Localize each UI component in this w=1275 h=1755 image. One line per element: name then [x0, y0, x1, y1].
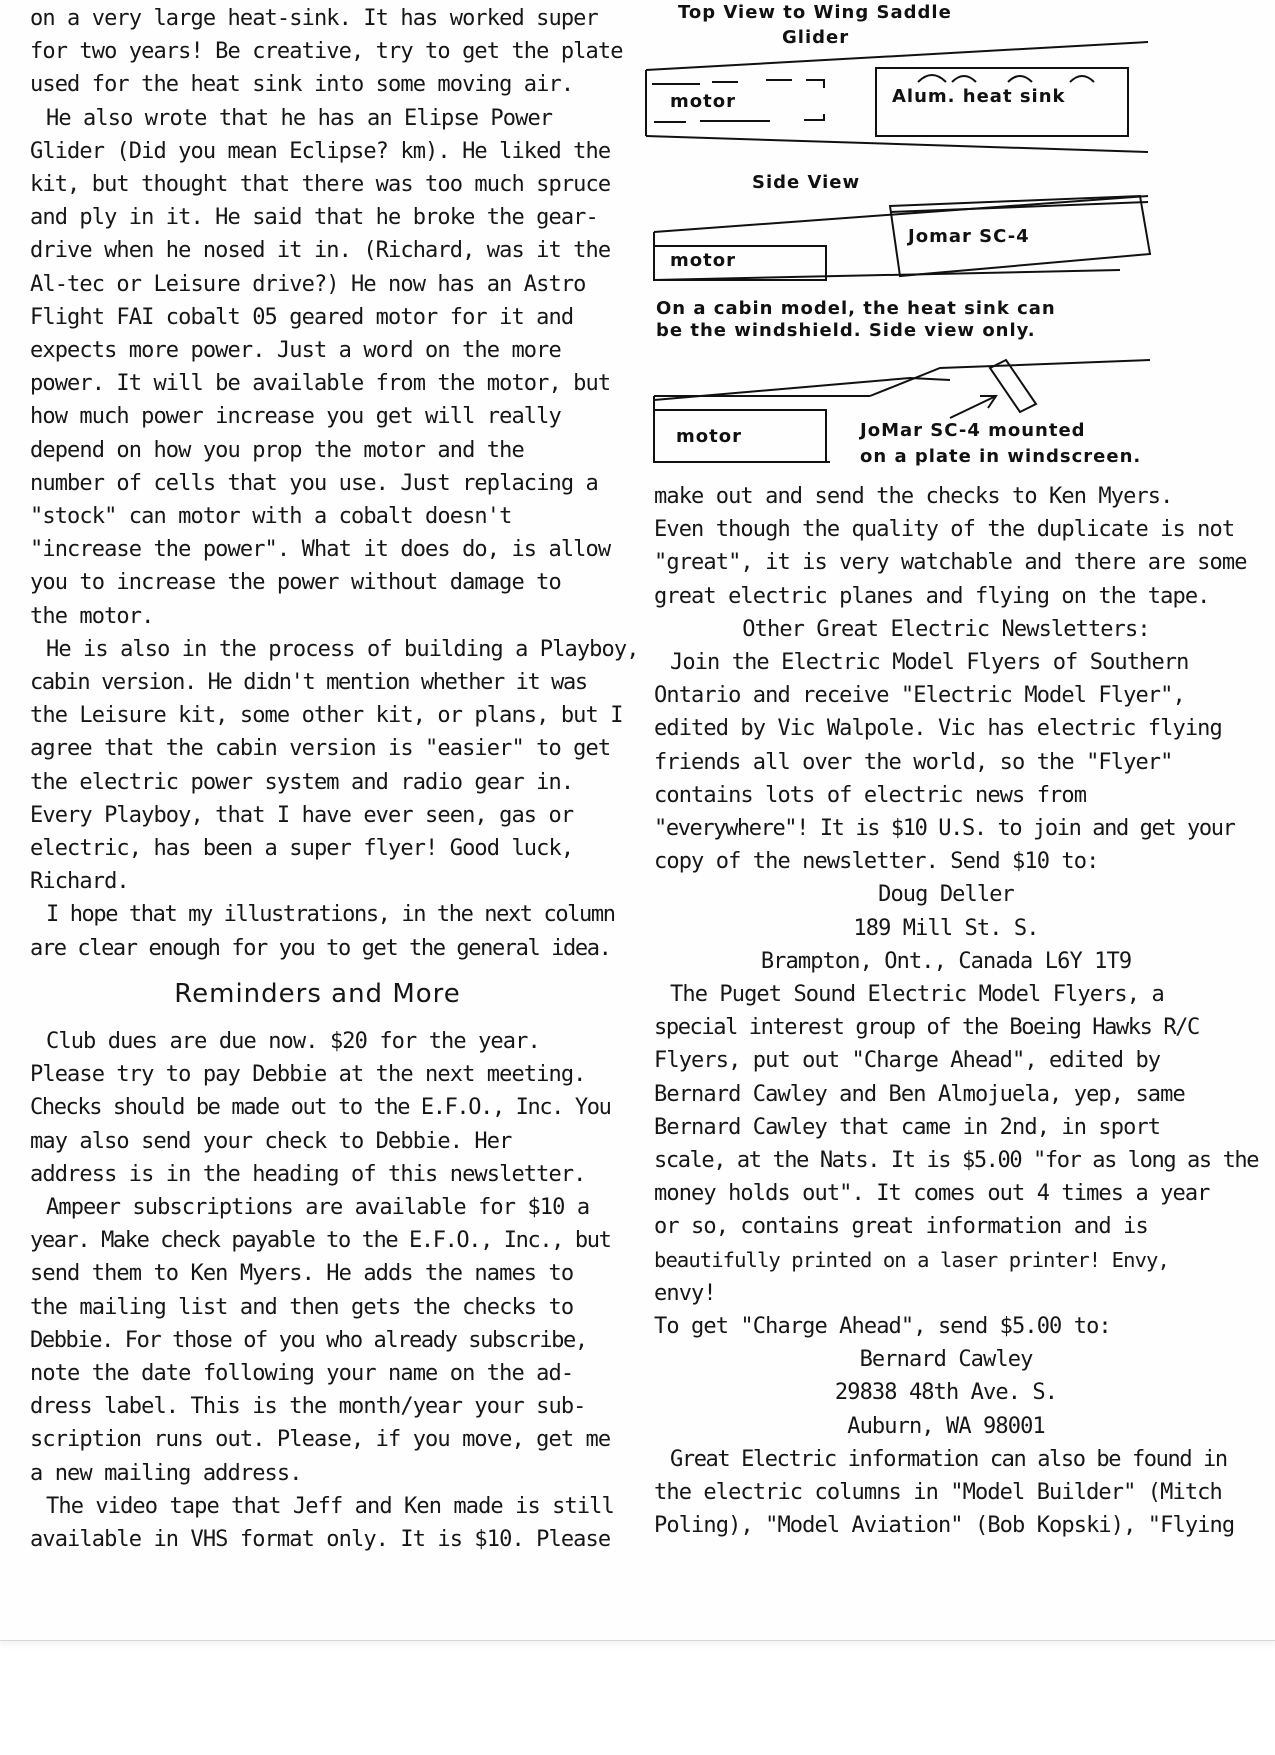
text-line: drive when he nosed it in. (Richard, was it the	[30, 238, 611, 264]
text-line: Join the Electric Model Flyers of Southern	[670, 650, 1189, 676]
text-line: the motor.	[30, 603, 154, 629]
text-line: or so, contains great information and is	[654, 1214, 1148, 1240]
text-line: "everywhere"! It is $10 U.S. to join and get your	[654, 816, 1235, 842]
text-line: Bernard Cawley that came in 2nd, in sport	[654, 1114, 1161, 1140]
top-view-subtitle: Glider	[782, 27, 850, 48]
heat-sink-fin	[1008, 76, 1032, 82]
text-line: are clear enough for you to get the general idea.	[30, 935, 611, 961]
text-line: Ampeer subscriptions are available for $10 a	[46, 1194, 590, 1220]
text-line: the electric columns in "Model Builder" (Mitch	[654, 1480, 1222, 1506]
text-line: I hope that my illustrations, in the next column	[46, 902, 615, 928]
address-line: Auburn, WA 98001	[847, 1413, 1045, 1439]
text-line: address is in the heading of this newsletter.	[30, 1161, 586, 1187]
address-line: Doug Deller	[878, 882, 1014, 908]
heat-sink-fin	[918, 75, 946, 82]
top-view-fuselage-top	[646, 42, 1148, 70]
text-line: Club dues are due now. $20 for the year.	[46, 1028, 540, 1054]
text-line: To get "Charge Ahead", send $5.00 to:	[654, 1314, 1111, 1340]
text-line: dress label. This is the month/year your sub-	[30, 1394, 586, 1420]
text-line: agree that the cabin version is "easier" to get	[30, 736, 611, 762]
cabin-device-label-2: on a plate in windscreen.	[860, 446, 1142, 467]
text-line: Please try to pay Debbie at the next meeting.	[30, 1062, 586, 1088]
cabin-motor-label: motor	[676, 426, 742, 447]
text-line: Flight FAI cobalt 05 geared motor for it and	[30, 304, 574, 330]
text-line: you to increase the power without damage to	[30, 570, 561, 596]
text-line: may also send your check to Debbie. Her	[30, 1128, 512, 1154]
text-line: Ontario and receive "Electric Model Flyer",	[654, 683, 1185, 709]
text-line: "stock" can motor with a cobalt doesn't	[30, 504, 512, 530]
cabin-sc4-plate	[990, 360, 1036, 412]
text-line: and ply in it. He said that he broke the gear-	[30, 205, 598, 231]
text-line: make out and send the checks to Ken Myers.	[654, 484, 1173, 509]
text-line: Debbie. For those of you who already subscribe,	[30, 1327, 587, 1353]
text-line: the mailing list and then gets the checks to	[30, 1294, 574, 1320]
text-line: note the date following your name on the ad-	[30, 1360, 574, 1386]
text-line: used for the heat sink into some moving air.	[30, 72, 574, 98]
text-line: Great Electric information can also be found in	[670, 1446, 1227, 1472]
text-line: a new mailing address.	[30, 1460, 302, 1486]
text-line: The Puget Sound Electric Model Flyers, a	[670, 982, 1164, 1008]
text-line: Flyers, put out "Charge Ahead", edited by	[654, 1048, 1161, 1074]
text-line: The video tape that Jeff and Ken made is still	[46, 1493, 614, 1519]
side-view-motor-label: motor	[670, 250, 736, 271]
address-line: 189 Mill St. S.	[853, 915, 1039, 941]
text-line: number of cells that you use. Just replacing a	[30, 470, 598, 496]
text-line: the Leisure kit, some other kit, or plans, but I	[30, 703, 623, 729]
text-line: copy of the newsletter. Send $10 to:	[654, 849, 1099, 875]
text-line: He is also in the process of building a Playboy,	[46, 636, 639, 662]
motor-bracket	[804, 114, 824, 120]
text-line: He also wrote that he has an Elipse Power	[46, 105, 553, 131]
right-column	[654, 480, 1259, 1543]
address-line: Bernard Cawley	[859, 1347, 1033, 1373]
text-line: great electric planes and flying on the tape.	[654, 583, 1210, 609]
text-line: "great", it is very watchable and there are some	[654, 550, 1247, 576]
cabin-device-label-1: JoMar SC-4 mounted	[860, 420, 1086, 441]
text-line: "increase the power". What it does do, is allow	[30, 537, 611, 563]
text-line: Poling), "Model Aviation" (Bob Kopski), "Flying	[654, 1513, 1235, 1539]
text-line: on a very large heat-sink. It has worked super	[30, 6, 598, 31]
text-line: kit, but thought that there was too much spruce	[30, 172, 611, 198]
text-line: Richard.	[30, 869, 129, 895]
text-line: electric, has been a super flyer! Good luck,	[30, 836, 574, 862]
text-line: cabin version. He didn't mention whether it was	[30, 670, 587, 696]
text-line: Even though the quality of the duplicate is not	[654, 517, 1235, 543]
text-line: beautifully printed on a laser printer! Envy,	[654, 1247, 1169, 1272]
text-line: power. It will be available from the motor, but	[30, 371, 611, 397]
text-line: envy!	[654, 1280, 716, 1306]
side-view-fuselage-bottom	[654, 270, 1120, 280]
text-line: special interest group of the Boeing Hawks R/C	[654, 1015, 1199, 1041]
text-line: Al-tec or Leisure drive?) He now has an Astro	[30, 271, 586, 297]
top-view-motor-label: motor	[670, 91, 736, 112]
text-line: year. Make check payable to the E.F.O., Inc., but	[30, 1228, 611, 1254]
text-line: Checks should be made out to the E.F.O., Inc. You	[30, 1095, 611, 1121]
section-heading: Reminders and More	[174, 978, 461, 1009]
side-view-fuselage-top	[654, 196, 1148, 232]
text-line: scription runs out. Please, if you move, get me	[30, 1427, 611, 1453]
motor-bracket	[806, 80, 824, 88]
text-line: expects more power. Just a word on the more	[30, 338, 561, 364]
heat-sink-fin	[952, 76, 976, 82]
top-view-title: Top View to Wing Saddle	[678, 2, 952, 23]
top-view-fuselage-bottom	[646, 136, 1148, 152]
address-line: 29838 48th Ave. S.	[834, 1380, 1058, 1406]
text-line: how much power increase you get will really	[30, 404, 561, 430]
text-line: the electric power system and radio gear in.	[30, 769, 574, 795]
side-view-device-label: Jomar SC-4	[908, 226, 1030, 247]
text-line: for two years! Be creative, try to get the plate	[30, 39, 623, 65]
text-line: friends all over the world, so the "Flyer"	[654, 749, 1173, 775]
airplane-diagrams	[0, 0, 1275, 480]
top-view-heat-sink-label: Alum. heat sink	[892, 86, 1066, 107]
text-line: scale, at the Nats. It is $5.00 "for as long as the	[654, 1148, 1259, 1174]
text-line: edited by Vic Walpole. Vic has electric flying	[654, 716, 1222, 742]
side-view-title: Side View	[752, 172, 861, 193]
subheading: Other Great Electric Newsletters:	[742, 616, 1150, 642]
text-line: money holds out". It comes out 4 times a year	[654, 1181, 1210, 1207]
text-line: available in VHS format only. It is $10. Please	[30, 1526, 611, 1552]
text-line: Glider (Did you mean Eclipse? km). He liked the	[30, 138, 611, 164]
heat-sink-fin	[1070, 76, 1094, 82]
text-line: depend on how you prop the motor and the	[30, 437, 524, 463]
text-line: contains lots of electric news from	[654, 782, 1087, 808]
cabin-caption-line-2: be the windshield. Side view only.	[656, 320, 1036, 341]
address-line: Brampton, Ont., Canada L6Y 1T9	[760, 948, 1132, 974]
cabin-caption-line-1: On a cabin model, the heat sink can	[656, 298, 1056, 319]
text-line: Every Playboy, that I have ever seen, gas or	[30, 802, 574, 828]
text-line: send them to Ken Myers. He adds the names to	[30, 1261, 574, 1287]
text-line: Bernard Cawley and Ben Almojuela, yep, same	[654, 1081, 1185, 1107]
